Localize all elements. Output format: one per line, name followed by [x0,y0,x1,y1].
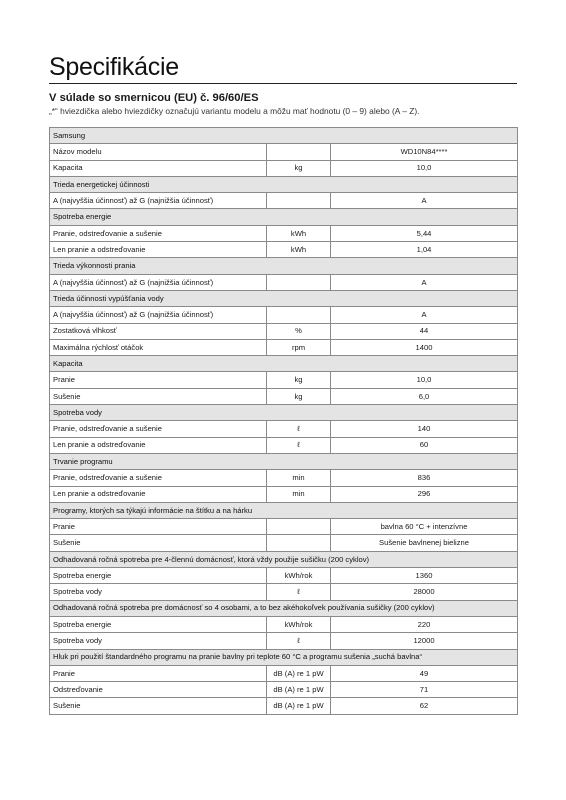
table-row [50,633,518,649]
section-header-row [50,649,518,665]
row-label: Pranie, odstreďovanie a sušenie [50,421,267,437]
title-divider [49,83,517,84]
row-unit [267,535,331,551]
row-unit: kg [267,372,331,388]
row-unit: dB (A) re 1 pW [267,665,331,681]
row-label: Názov modelu [50,144,267,160]
row-unit: min [267,470,331,486]
table-row [50,388,518,404]
row-value: A [331,307,518,323]
row-value: 296 [331,486,518,502]
row-label: Sušenie [50,535,267,551]
row-value: 5,44 [331,225,518,241]
table-row [50,339,518,355]
section-header-label: Trieda účinnosti vypúšťania vody [50,290,518,306]
row-label: A (najvyššia účinnosť) až G (najnižšia účinnosť) [50,307,267,323]
table-row [50,307,518,323]
table-row [50,323,518,339]
row-value: 1400 [331,339,518,355]
table-row [50,372,518,388]
row-label: Pranie [50,519,267,535]
row-label: Pranie, odstreďovanie a sušenie [50,470,267,486]
row-label: Pranie, odstreďovanie a sušenie [50,225,267,241]
row-unit [267,519,331,535]
row-unit: kWh [267,242,331,258]
table-row [50,274,518,290]
table-row [50,242,518,258]
row-value: 10,0 [331,372,518,388]
row-label: Kapacita [50,160,267,176]
row-label: Pranie [50,665,267,681]
row-unit: min [267,486,331,502]
section-header-label: Kapacita [50,356,518,372]
row-label: Spotreba energie [50,616,267,632]
table-row [50,682,518,698]
row-label: Odstreďovanie [50,682,267,698]
section-header-row [50,356,518,372]
row-label: Sušenie [50,698,267,714]
row-unit: dB (A) re 1 pW [267,682,331,698]
row-unit: kWh/rok [267,616,331,632]
row-label: Pranie [50,372,267,388]
table-row [50,421,518,437]
row-value: Sušenie bavlnenej bielizne [331,535,518,551]
row-value: WD10N84**** [331,144,518,160]
row-label: Zostatková vlhkosť [50,323,267,339]
row-value: 28000 [331,584,518,600]
table-row [50,144,518,160]
section-header-label: Programy, ktorých sa týkajú informácie na štítku a na hárku [50,502,518,518]
section-header-label: Spotreba vody [50,405,518,421]
section-header-label: Hluk pri použití štandardného programu na pranie bavlny pri teplote 60 °C a programu sušenia „suchá bavlna“ [50,649,518,665]
table-row [50,616,518,632]
section-header-row [50,209,518,225]
row-label: A (najvyššia účinnosť) až G (najnižšia účinnosť) [50,274,267,290]
row-label: Len pranie a odstreďovanie [50,242,267,258]
row-value: 10,0 [331,160,518,176]
row-unit [267,193,331,209]
row-label: Sušenie [50,388,267,404]
section-header-label: Spotreba energie [50,209,518,225]
row-label: Spotreba vody [50,633,267,649]
table-row [50,665,518,681]
row-unit [267,307,331,323]
row-value: 220 [331,616,518,632]
row-unit: ℓ [267,437,331,453]
section-header-label: Trieda výkonnosti prania [50,258,518,274]
row-value: 1,04 [331,242,518,258]
row-unit: ℓ [267,633,331,649]
row-unit [267,144,331,160]
specification-table-body [50,128,518,715]
section-header-label: Odhadovaná ročná spotreba pre domácnosť so 4 osobami, a to bez akéhokoľvek používania sušičky (200 cyklov) [50,600,518,616]
section-header-row [50,176,518,192]
row-unit [267,274,331,290]
section-header-row [50,502,518,518]
row-value: 1360 [331,568,518,584]
page-title: Specifikácie [49,53,179,81]
row-label: Spotreba vody [50,584,267,600]
row-value: A [331,274,518,290]
row-unit: ℓ [267,584,331,600]
table-row [50,535,518,551]
table-row [50,160,518,176]
table-row [50,584,518,600]
section-header-row [50,128,518,144]
row-unit: ℓ [267,421,331,437]
row-unit: % [267,323,331,339]
row-unit: kg [267,160,331,176]
row-label: Len pranie a odstreďovanie [50,486,267,502]
row-value: 71 [331,682,518,698]
table-row [50,568,518,584]
row-value: 44 [331,323,518,339]
section-header-row [50,551,518,567]
row-value: 836 [331,470,518,486]
row-label: Spotreba energie [50,568,267,584]
row-value: 49 [331,665,518,681]
section-header-row [50,600,518,616]
row-value: 6,0 [331,388,518,404]
section-header-row [50,453,518,469]
row-value: 62 [331,698,518,714]
row-label: Maximálna rýchlosť otáčok [50,339,267,355]
row-value: bavlna 60 °C + intenzívne [331,519,518,535]
row-unit: kg [267,388,331,404]
section-header-row [50,290,518,306]
table-row [50,486,518,502]
row-unit: rpm [267,339,331,355]
section-header-label: Odhadovaná ročná spotreba pre 4-člennú domácnosť, ktorá vždy použije sušičku (200 cyklov) [50,551,518,567]
row-value: A [331,193,518,209]
table-row [50,437,518,453]
section-header-label: Trvanie programu [50,453,518,469]
row-value: 12000 [331,633,518,649]
section-header-row [50,405,518,421]
section-header-label: Trieda energetickej účinnosti [50,176,518,192]
table-row [50,193,518,209]
variant-note: „*“ hviezdička alebo hviezdičky označujú variantu modelu a môžu mať hodnotu (0 – 9) alebo (A – Z). [49,106,420,116]
row-label: A (najvyššia účinnosť) až G (najnižšia účinnosť) [50,193,267,209]
row-label: Len pranie a odstreďovanie [50,437,267,453]
row-value: 60 [331,437,518,453]
specification-table [49,127,518,715]
row-unit: kWh/rok [267,568,331,584]
row-unit: dB (A) re 1 pW [267,698,331,714]
table-row [50,698,518,714]
table-row [50,225,518,241]
table-row [50,470,518,486]
section-header-row [50,258,518,274]
row-value: 140 [331,421,518,437]
directive-subtitle: V súlade so smernicou (EU) č. 96/60/ES [49,92,259,104]
row-unit: kWh [267,225,331,241]
section-header-label: Samsung [50,128,518,144]
table-row [50,519,518,535]
